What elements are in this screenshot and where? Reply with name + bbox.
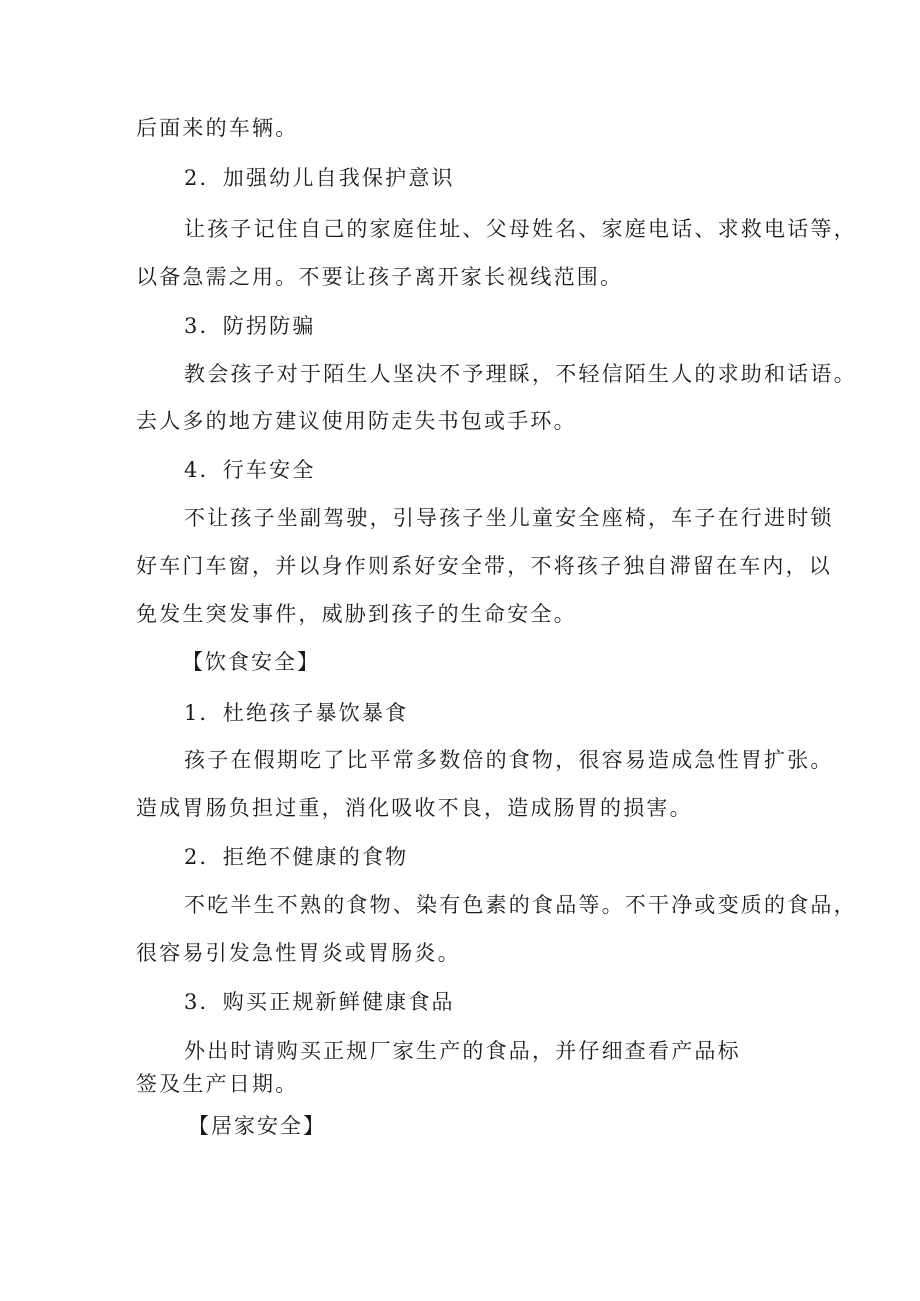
paragraph-line: 孩子在假期吃了比平常多数倍的食物，很容易造成急性胃扩张。 xyxy=(184,748,834,772)
section-heading: 1．杜绝孩子暴饮暴食 xyxy=(184,701,409,725)
paragraph-line: 免发生突发事件，威胁到孩子的生命安全。 xyxy=(136,602,577,626)
paragraph-line: 好车门车窗，并以身作则系好安全带，不将孩子独自滞留在车内，以 xyxy=(136,554,832,578)
paragraph-line: 教会孩子对于陌生人坚决不予理睬，不轻信陌生人的求助和话语。 xyxy=(184,362,857,386)
paragraph-line: 不吃半生不熟的食物、染有色素的食品等。不干净或变质的食品， xyxy=(184,893,857,917)
section-heading: 4．行车安全 xyxy=(184,458,316,482)
paragraph-line: 让孩子记住自己的家庭住址、父母姓名、家庭电话、求救电话等， xyxy=(184,217,857,241)
paragraph-line: 不让孩子坐副驾驶，引导孩子坐儿童安全座椅，车子在行进时锁 xyxy=(184,506,834,530)
section-heading: 3．购买正规新鲜健康食品 xyxy=(184,990,455,1014)
paragraph-line: 去人多的地方建议使用防走失书包或手环。 xyxy=(136,409,577,433)
category-heading: 【居家安全】 xyxy=(188,1114,326,1138)
paragraph-line: 后面来的车辆。 xyxy=(136,116,299,140)
section-heading: 2．加强幼儿自我保护意识 xyxy=(184,166,455,190)
section-heading: 3．防拐防骗 xyxy=(184,314,316,338)
paragraph-line: 造成胃肠负担过重，消化吸收不良，造成肠胃的损害。 xyxy=(136,796,693,820)
paragraph-line: 以备急需之用。不要让孩子离开家长视线范围。 xyxy=(136,265,624,289)
paragraph-line: 签及生产日期。 xyxy=(136,1072,299,1096)
category-heading: 【饮食安全】 xyxy=(182,650,320,674)
paragraph-line: 外出时请购买正规厂家生产的食品，并仔细查看产品标 xyxy=(184,1039,741,1063)
paragraph-line: 很容易引发急性胃炎或胃肠炎。 xyxy=(136,941,461,965)
section-heading: 2．拒绝不健康的食物 xyxy=(184,845,409,869)
